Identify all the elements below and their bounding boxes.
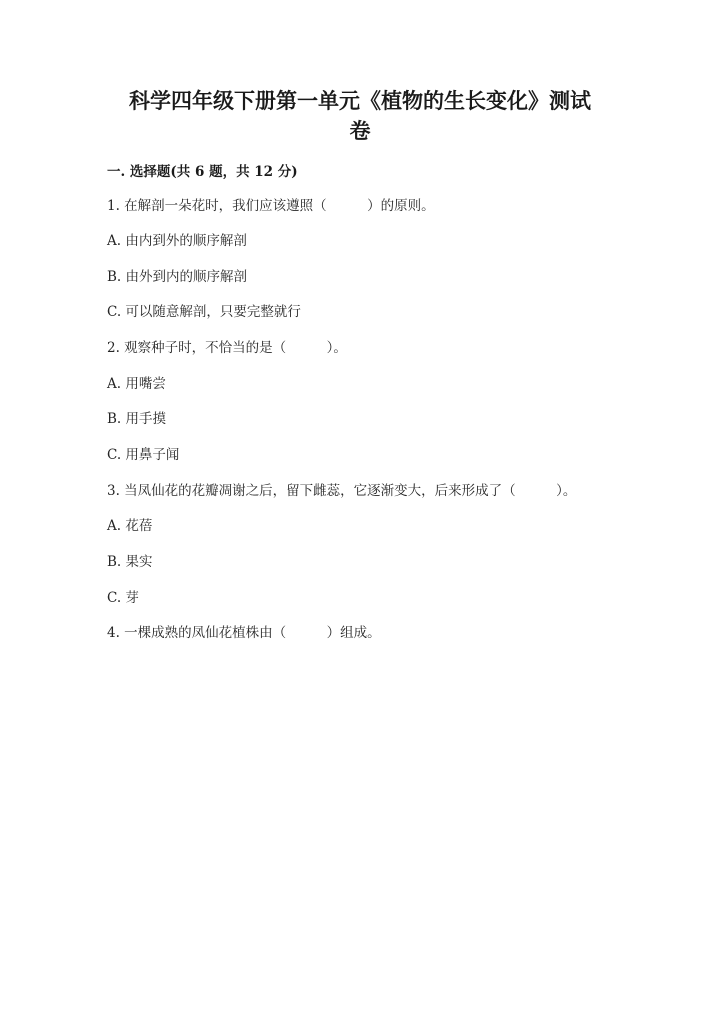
question-1-option-a: A. 由内到外的顺序解剖 (107, 233, 247, 249)
question-2-option-c: C. 用鼻子闻 (107, 447, 180, 463)
section-heading: 一. 选择题(共 6 题，共 12 分) (107, 164, 298, 180)
question-3-option-c: C. 芽 (107, 590, 139, 606)
exam-title-line-1: 科学四年级下册第一单元《植物的生长变化》测试 (129, 88, 591, 113)
question-1-stem: 1. 在解剖一朵花时，我们应该遵照（ ）的原则。 (107, 198, 435, 214)
question-1-option-b: B. 由外到内的顺序解剖 (107, 269, 248, 285)
question-2-option-a: A. 用嘴尝 (107, 376, 166, 392)
exam-title-line-2: 卷 (349, 118, 371, 143)
question-3-stem: 3. 当凤仙花的花瓣凋谢之后，留下雌蕊，它逐渐变大，后来形成了（ ）。 (107, 483, 577, 499)
exam-title (100, 86, 620, 146)
question-4-stem: 4. 一棵成熟的凤仙花植株由（ ）组成。 (107, 625, 381, 641)
question-3-option-b: B. 果实 (107, 554, 153, 570)
question-1-option-c: C. 可以随意解剖，只要完整就行 (107, 304, 301, 320)
question-3-option-a: A. 花蓓 (107, 518, 153, 534)
question-2-stem: 2. 观察种子时，不恰当的是（ ）。 (107, 340, 347, 356)
question-2-option-b: B. 用手摸 (107, 411, 167, 427)
